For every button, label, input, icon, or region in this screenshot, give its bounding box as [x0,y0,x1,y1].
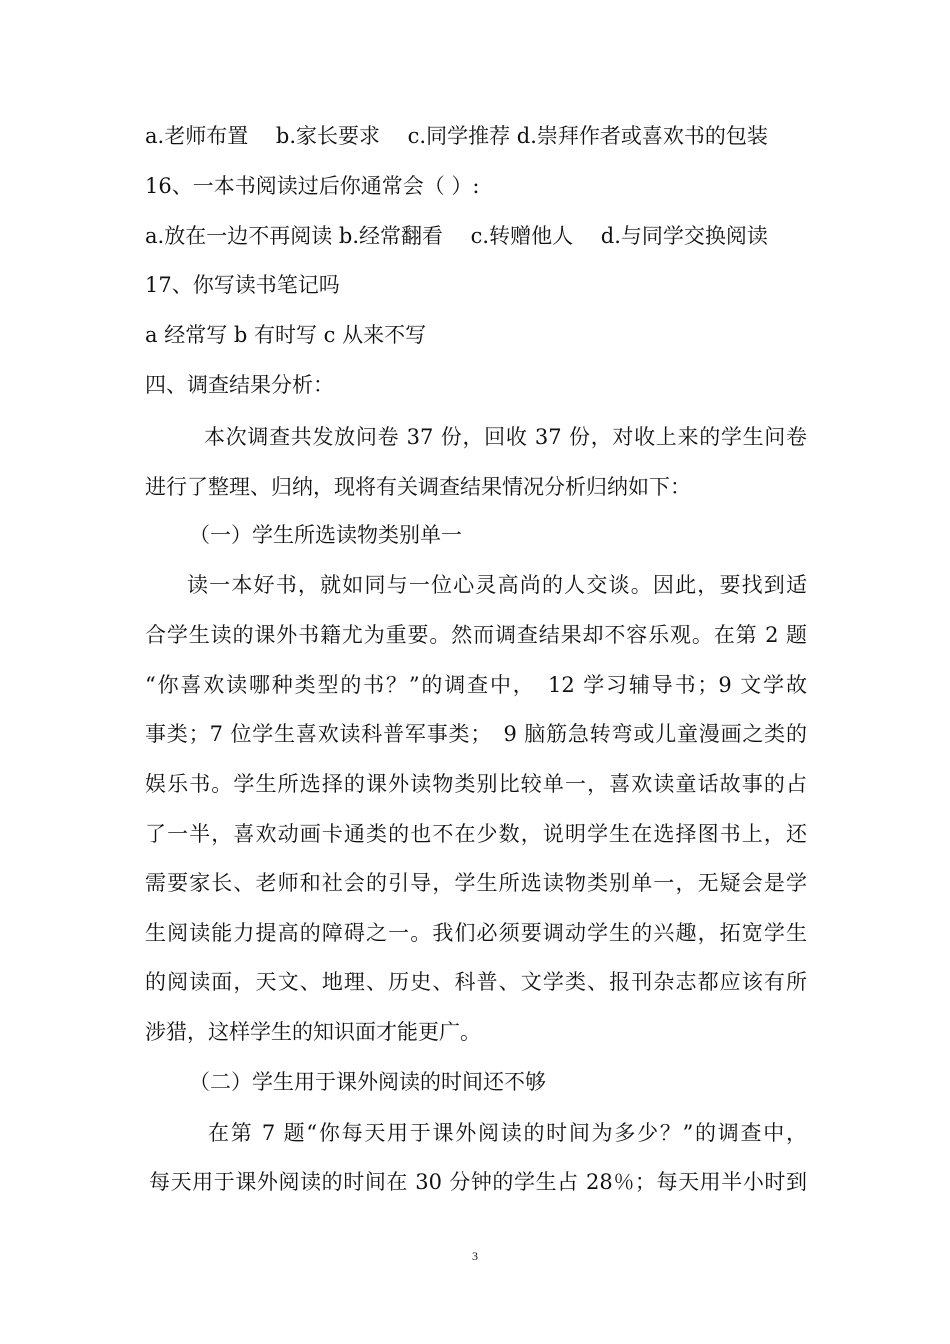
q15-options: a.老师布置 b.家长要求 c.同学推荐 d.崇拜作者或喜欢书的包装 [145,124,768,148]
paragraph-line: 合学生读的课外书籍尤为重要。然而调查结果却不容乐观。在第 2 题 [145,623,807,647]
paragraph-line: 每天用于课外阅读的时间在 30 分钟的学生占 28％；每天用半小时到 [149,1170,807,1194]
paragraph-line: 进行了整理、归纳，现将有关调查结果情况分析归纳如下： [145,475,691,499]
paragraph-line: 生阅读能力提高的障碍之一。我们必须要调动学生的兴趣，拓宽学生 [145,921,807,945]
subheading-1: （一）学生所选读物类别单一 [189,523,462,547]
page-number: 3 [472,1249,478,1263]
q16-question: 16、一本书阅读过后你通常会（ ）: [145,174,480,198]
paragraph-line: 需要家长、老师和社会的引导，学生所选读物类别单一，无疑会是学 [145,871,807,895]
paragraph-line: “你喜欢读哪种类型的书？”的调查中， 12 学习辅导书；9 文学故 [145,673,807,697]
paragraph-line: 在第 7 题“你每天用于课外阅读的时间为多少？”的调查中， [208,1121,807,1145]
paragraph-line: 本次调查共发放问卷 37 份，回收 37 份，对收上来的学生问卷 [204,425,807,449]
q17-options: a 经常写 b 有时写 c 从来不写 [145,323,427,347]
section-heading-4: 四、调查结果分析： [145,373,334,397]
paragraph-line: 的阅读面，天文、地理、历史、科普、文学类、报刊杂志都应该有所 [145,970,807,994]
q16-options: a.放在一边不再阅读 b.经常翻看 c.转赠他人 d.与同学交换阅读 [145,224,768,248]
paragraph-line: 事类；7 位学生喜欢读科普军事类； 9 脑筋急转弯或儿童漫画之类的 [145,722,807,746]
q17-question: 17、你写读书笔记吗 [145,273,340,297]
paragraph-line: 了一半，喜欢动画卡通类的也不在少数，说明学生在选择图书上，还 [145,822,807,846]
paragraph-line: 读一本好书，就如同与一位心灵高尚的人交谈。因此，要找到适 [187,573,807,597]
subheading-2: （二）学生用于课外阅读的时间还不够 [189,1070,546,1094]
paragraph-line: 涉猎，这样学生的知识面才能更广。 [145,1020,481,1044]
paragraph-line: 娱乐书。学生所选择的课外读物类别比较单一，喜欢读童话故事的占 [145,772,807,796]
